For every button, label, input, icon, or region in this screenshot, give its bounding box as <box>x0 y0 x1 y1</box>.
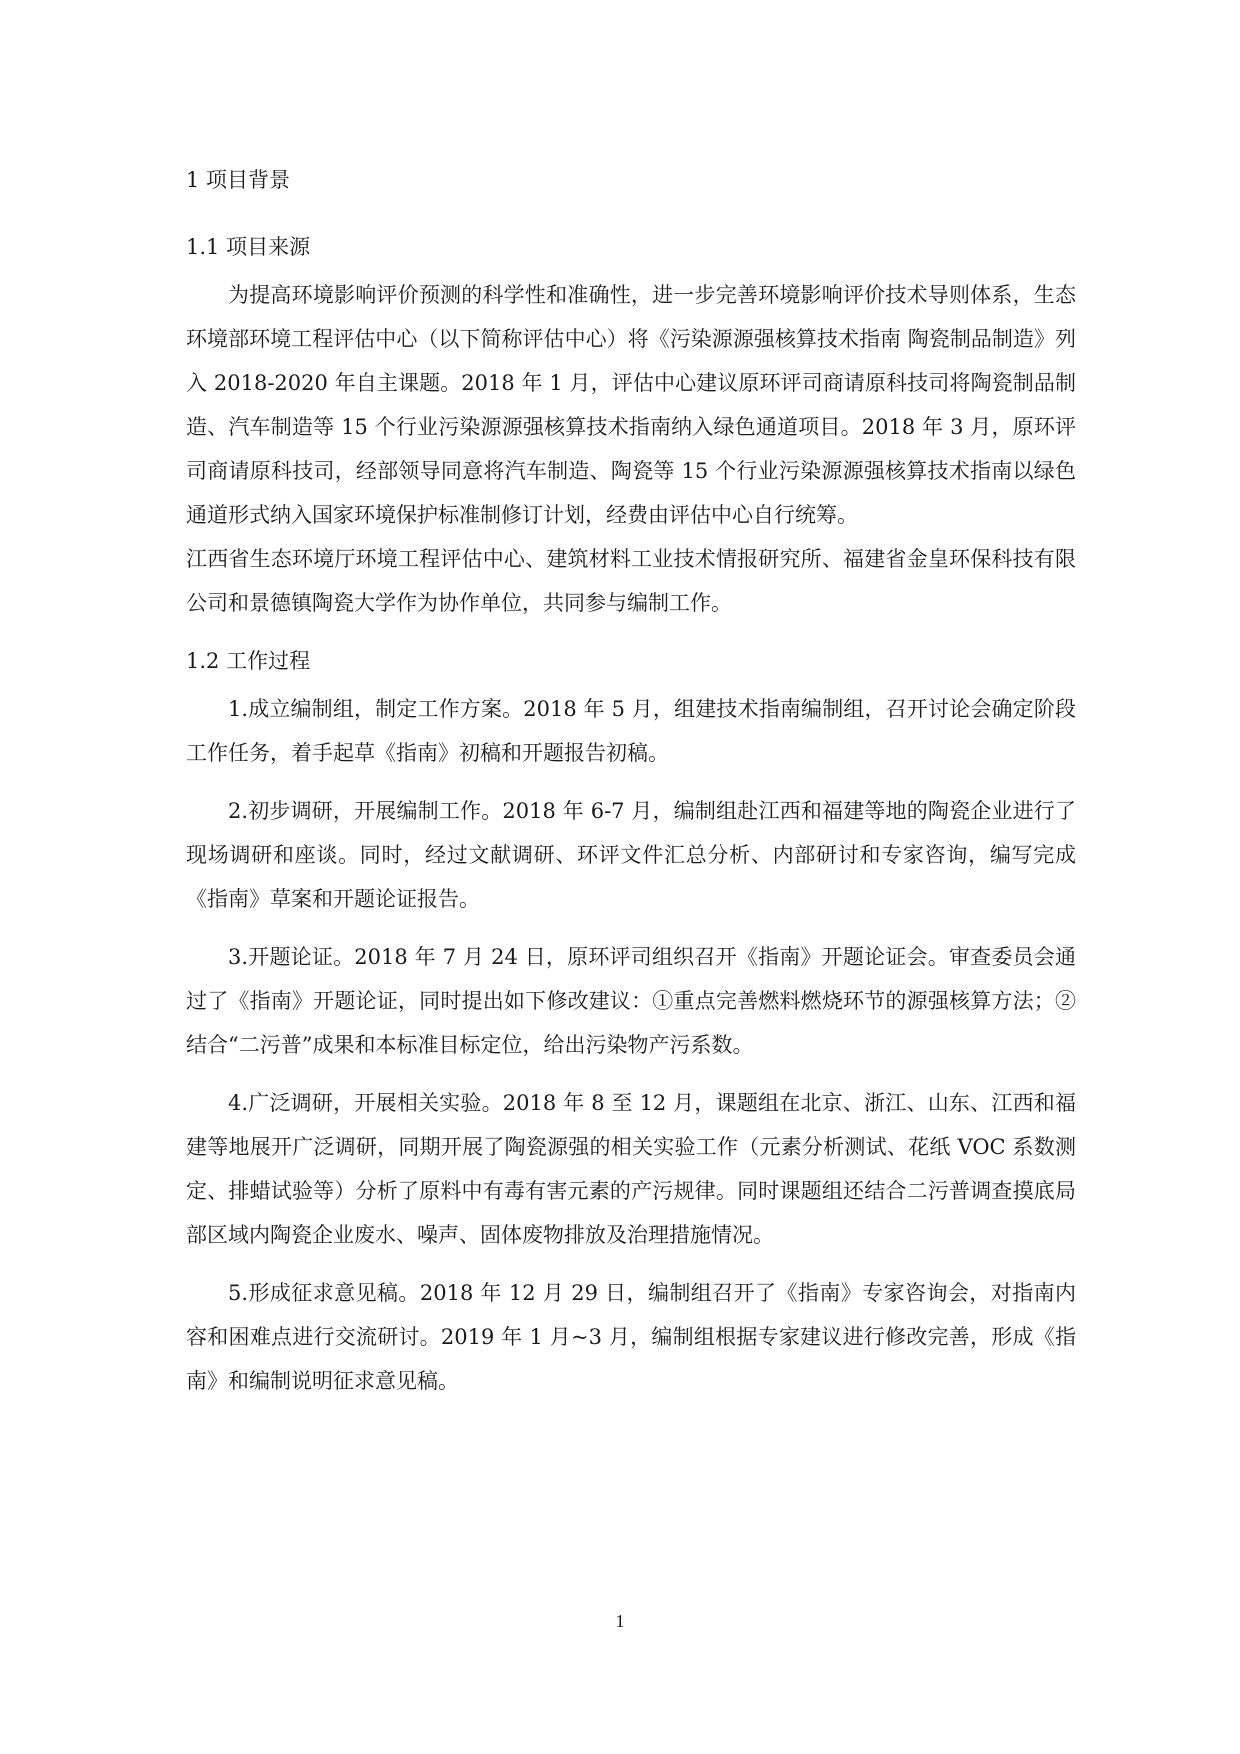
paragraph-project-source-1: 为提高环境影响评价预测的科学性和准确性，进一步完善环境影响评价技术导则体系，生态环境部环境工程评估中心（以下简称评估中心）将《污染源源强核算技术指南 陶瓷制品制造》列入 2018-2020 年自主课题。2018 年 1 月，评估中心建议原环评司商请原科技司将陶瓷制品制造、汽车制造等 15 个行业污染源源强核算技术指南纳入绿色通道项目。2018 年 3 月，原环评司商请原科技司，经部领导同意将汽车制造、陶瓷等 15 个行业污染源源强核算技术指南以绿色通道形式纳入国家环境保护标准制修订计划，经费由评估中心自行统筹。 <box>186 283 1076 527</box>
paragraph-work-step-4: 4.广泛调研，开展相关实验。2018 年 8 至 12 月，课题组在北京、浙江、山东、江西和福建等地展开广泛调研，同期开展了陶瓷源强的相关实验工作（元素分析测试、花纸 VOC 系数测定、排蜡试验等）分析了原料中有毒有害元素的产污规律。同时课题组还结合二污普调查摸底局部区域内陶瓷企业废水、噪声、固体废物排放及治理措施情况。 <box>186 1091 1076 1247</box>
paragraph-work-step-2: 2.初步调研，开展编制工作。2018 年 6-7 月，编制组赴江西和福建等地的陶瓷企业进行了现场调研和座谈。同时，经过文献调研、环评文件汇总分析、内部研讨和专家咨询，编写完成《指南》草案和开题论证报告。 <box>186 799 1076 911</box>
section-heading-project-background: 1 项目背景 <box>186 168 291 192</box>
paragraph-work-step-5: 5.形成征求意见稿。2018 年 12 月 29 日，编制组召开了《指南》专家咨询会，对指南内容和困难点进行交流研讨。2019 年 1 月~3 月，编制组根据专家建议进行修改完善，形成《指南》和编制说明征求意见稿。 <box>186 1281 1076 1393</box>
document-body <box>186 158 1076 1417</box>
page-number: 1 <box>615 1611 625 1631</box>
subsection-heading-project-source: 1.1 项目来源 <box>186 235 311 259</box>
subsection-heading-work-process: 1.2 工作过程 <box>186 649 311 673</box>
paragraph-project-source-2: 江西省生态环境厅环境工程评估中心、建筑材料工业技术情报研究所、福建省金皇环保科技有限公司和景德镇陶瓷大学作为协作单位，共同参与编制工作。 <box>186 547 1076 615</box>
paragraph-work-step-1: 1.成立编制组，制定工作方案。2018 年 5 月，组建技术指南编制组，召开讨论会确定阶段工作任务，着手起草《指南》初稿和开题报告初稿。 <box>186 697 1076 765</box>
paragraph-work-step-3: 3.开题论证。2018 年 7 月 24 日，原环评司组织召开《指南》开题论证会。审查委员会通过了《指南》开题论证，同时提出如下修改建议：①重点完善燃料燃烧环节的源强核算方法；②结合“二污普”成果和本标准目标定位，给出污染物产污系数。 <box>186 945 1076 1057</box>
